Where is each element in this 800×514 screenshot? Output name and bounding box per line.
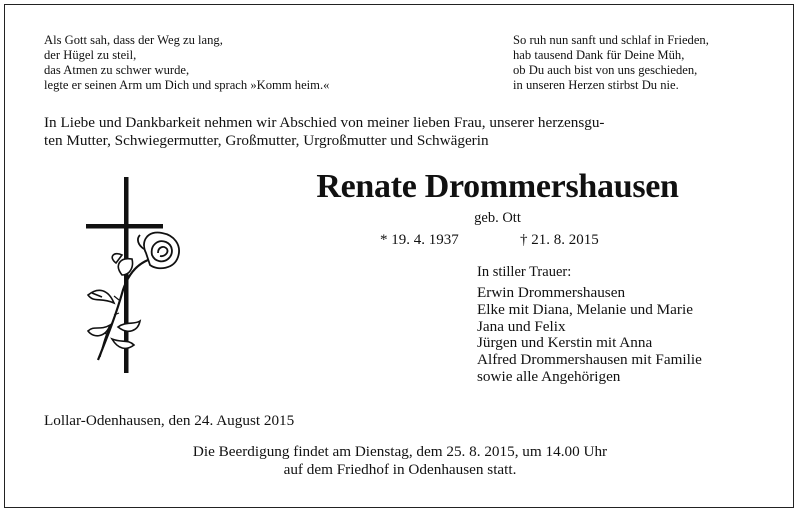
poem-left-line: legte er seinen Arm um Dich und sprach »Komm heim.« — [44, 78, 330, 92]
poem-right-line: hab tausend Dank für Deine Müh, — [513, 48, 685, 62]
mourner-item: Jana und Felix — [477, 317, 566, 335]
poem-left-line: das Atmen zu schwer wurde, — [44, 63, 190, 77]
intro-text — [44, 114, 758, 150]
deceased-name: Renate Drommershausen — [316, 168, 679, 205]
poem-right-line: So ruh nun sanft und schlaf in Frieden, — [513, 33, 709, 47]
intro-line: In Liebe und Dankbarkeit nehmen wir Abschied von meiner lieben Frau, unserer herzensgu- — [44, 114, 605, 131]
place-date: Lollar-Odenhausen, den 24. August 2015 — [44, 412, 295, 429]
mourning-title: In stiller Trauer: — [477, 264, 572, 280]
maiden-name: geb. Ott — [474, 210, 521, 226]
death-date: † 21. 8. 2015 — [520, 232, 599, 248]
intro-line: ten Mutter, Schwiegermutter, Großmutter, Urgroßmutter und Schwägerin — [44, 132, 489, 149]
poem-right-line: in unseren Herzen stirbst Du nie. — [513, 78, 679, 92]
poem-left-line: der Hügel zu steil, — [44, 48, 137, 62]
mourner-item: Erwin Drommershausen — [477, 284, 626, 301]
funeral-line: auf dem Friedhof in Odenhausen statt. — [283, 461, 517, 478]
poem-right — [513, 33, 709, 93]
mourner-item: Alfred Drommershausen mit Familie — [477, 351, 702, 369]
poem-left-line: Als Gott sah, dass der Weg zu lang, — [44, 33, 223, 47]
mourner-item: sowie alle Angehörigen — [477, 367, 621, 385]
cross-with-rose-icon — [78, 175, 198, 375]
birth-date: * 19. 4. 1937 — [380, 232, 459, 248]
poem-left — [44, 33, 329, 93]
mourners-list — [477, 285, 702, 386]
mourner-item: Jürgen und Kerstin mit Anna — [477, 334, 653, 352]
mourner-item: Elke mit Diana, Melanie und Marie — [477, 300, 693, 318]
poem-right-line: ob Du auch bist von uns geschieden, — [513, 63, 698, 77]
funeral-info — [0, 443, 800, 479]
funeral-line: Die Beerdigung findet am Dienstag, dem 25. 8. 2015, um 14.00 Uhr — [192, 443, 608, 460]
